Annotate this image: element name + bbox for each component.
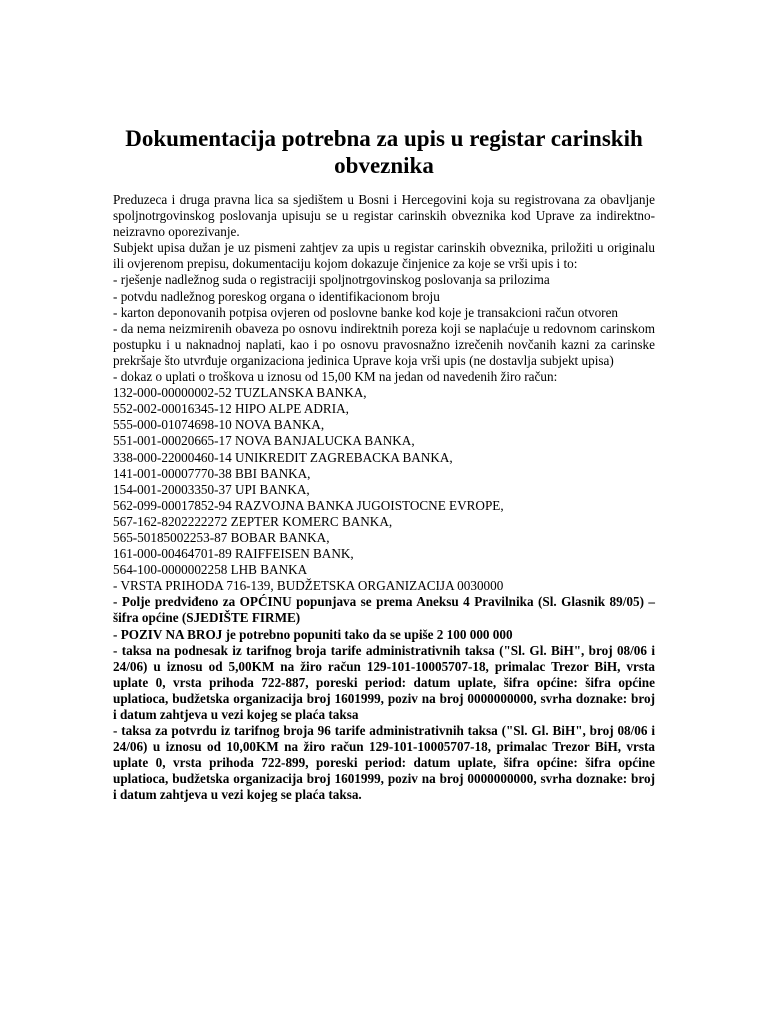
bank-account-item: 552-002-00016345-12 HIPO ALPE ADRIA, [113,401,349,417]
bank-account-item: 154-001-20003350-37 UPI BANKA, [113,481,310,497]
bank-account-item: 161-000-00464701-89 RAIFFEISEN BANK, [113,546,354,562]
obligation-paragraph: Subjekt upisa dužan je uz pismeni zahtjev za upis u registar carinskih obveznika, priložiti u originalu ili ovjerenom prepisu, dokumentaciju kojom dokazuje činjenice za koje se vrši upis i to: [113,240,655,272]
requirement-item: - potvdu nadležnog poreskog organa o identifikacionom broju [113,288,440,304]
municipality-note: - Polje predviđeno za OPĆINU popunjava se prema Aneksu 4 Pravilnika (Sl. Glasnik 89/05) – šifra općine (SJEDIŠTE FIRME) [113,594,655,626]
bank-account-item: 562-099-00017852-94 RAZVOJNA BANKA JUGOISTOCNE EVROPE, [113,497,504,513]
bank-account-item: 551-001-00020665-17 NOVA BANJALUCKA BANKA, [113,433,415,449]
reference-number-note: - POZIV NA BROJ je potrebno popuniti tako da se upiše 2 100 000 000 [113,626,513,642]
requirement-item: - karton deponovanih potpisa ovjeren od poslovne banke kod koje je transakcioni račun otvoren [113,304,619,320]
intro-paragraph: Preduzeca i druga pravna lica sa sjedištem u Bosni i Hercegovini koja su registrovana za obavljanje spoljnotrgovinskog poslovanja upisuju se u registar carinskih obveznika kod Uprave za indirektno-neizravno oporezivanje. [113,192,655,240]
bank-account-item: 564-100-0000002258 LHB BANKA [113,562,308,578]
bank-account-item: 567-162-8202222272 ZEPTER KOMERC BANKA, [113,513,393,529]
bank-account-item: 555-000-01074698-10 NOVA BANKA, [113,417,325,433]
requirement-item: - da nema neizmirenih obaveza po osnovu indirektnih poreza koji se naplaćuje u redovnom carinskom postupku i u naknadnoj naplati, kao i po osnovu pravosnažno izrečenih novčanih kazni za carinske prekršaje što utvrđuje organizaciona jedinica Uprave koja vrši upis (ne dostavlja subjekt upisa) [113,320,655,368]
submission-fee-note: - taksa na podnesak iz tarifnog broja tarife administrativnih taksa ("Sl. Gl. BiH", broj 08/06 i 24/06) u iznosu od 5,00KM na žiro račun 129-101-10005707-18, primalac Trezor BiH, vrsta uplate 0, vrsta prihoda 722-887, poreski period: datum uplate, šifra općine: šifra općine uplatioca, budžetska organizacija broj 1601999, poziv na broj 0000000000, svrha doznake: broj i datum zahtjeva u vezi kojeg se plaća taksa [113,642,655,722]
document-title: Dokumentacija potrebna za upis u registar carinskih obveznika [125,126,643,178]
document-body [113,192,655,804]
bank-account-item: 565-50185002253-87 BOBAR BANKA, [113,529,330,545]
revenue-line: - VRSTA PRIHODA 716-139, BUDŽETSKA ORGANIZACIJA 0030000 [113,578,504,594]
bank-account-item: 338-000-22000460-14 UNIKREDIT ZAGREBACKA BANKA, [113,449,453,465]
requirement-item: - dokaz o uplati o troškova u iznosu od 15,00 KM na jedan od navedenih žiro račun: [113,369,558,385]
bank-account-item: 132-000-00000002-52 TUZLANSKA BANKA, [113,385,367,401]
certificate-fee-note: - taksa za potvrdu iz tarifnog broja 96 tarife administrativnih taksa ("Sl. Gl. BiH", broj 08/06 i 24/06) u iznosu od 10,00KM na žiro račun 129-101-10005707-18, primalac Trezor BiH, vrsta uplate 0, vrsta prihoda 722-899, poreski period: datum uplate, šifra općine: šifra općine uplatioca, budžetska organizacija broj 1601999, poziv na broj 0000000000, svrha doznake: broj i datum zahtjeva u vezi kojeg se plaća taksa. [113,723,655,803]
requirement-item: - rješenje nadležnog suda o registraciji spoljnotrgovinskog poslovanja sa prilozima [113,272,550,288]
bank-account-item: 141-001-00007770-38 BBI BANKA, [113,465,311,481]
